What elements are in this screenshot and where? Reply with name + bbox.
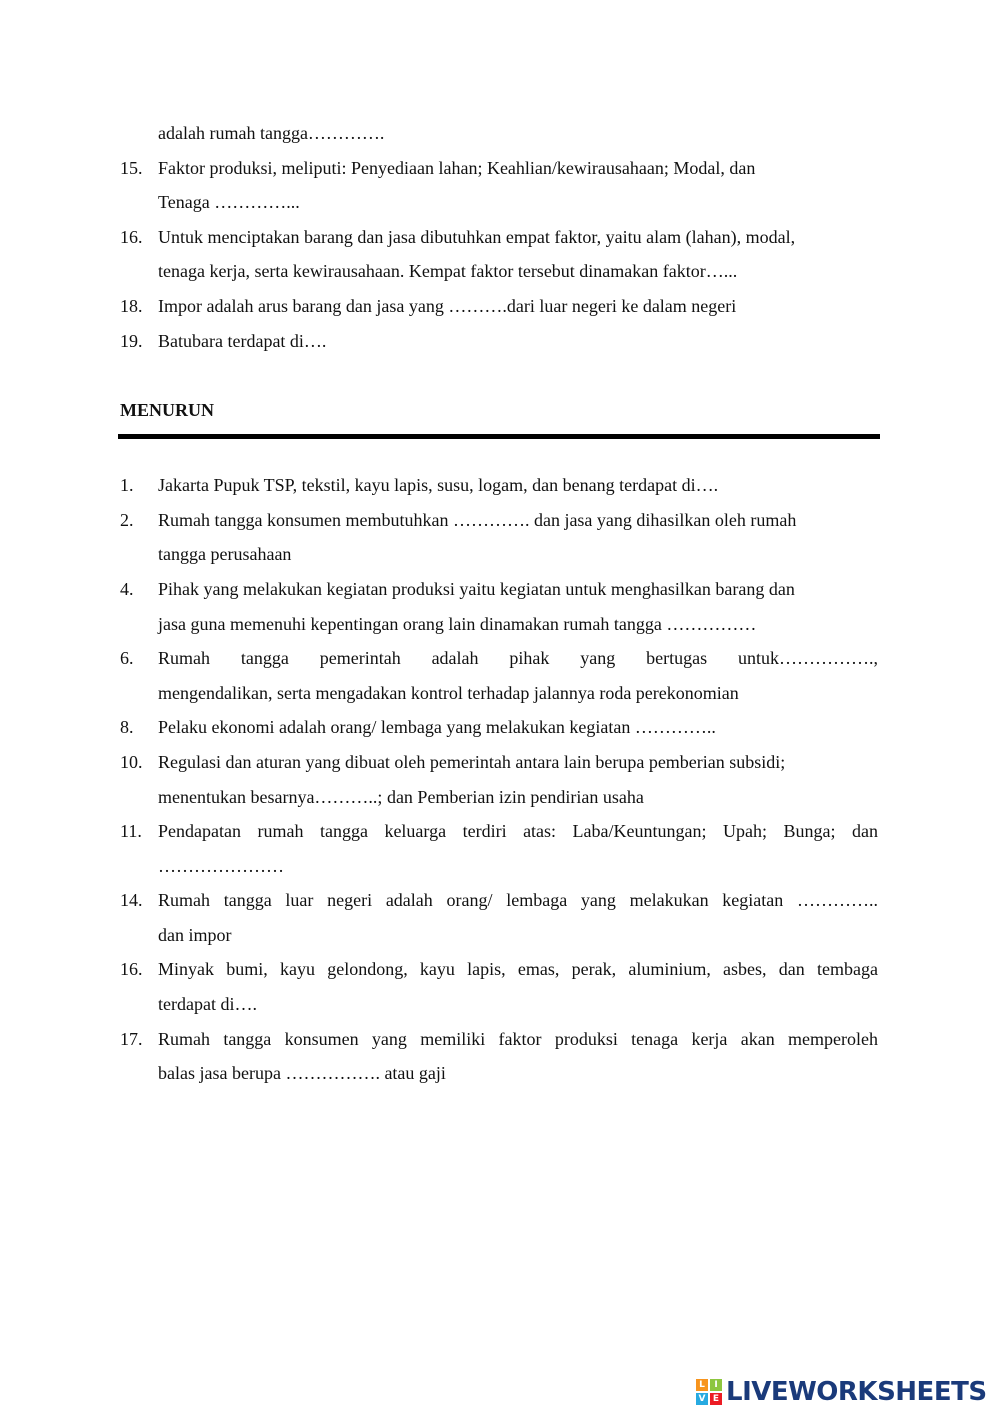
item-text — [158, 745, 878, 814]
item-line: terdapat di…. — [158, 994, 257, 1015]
item-text — [158, 503, 878, 572]
item-line: dan impor — [158, 924, 232, 945]
item-number: 15. — [120, 157, 143, 178]
item-text — [158, 1022, 878, 1091]
item-line: Jakarta Pupuk TSP, tekstil, kayu lapis, susu, logam, dan benang terdapat di…. — [158, 475, 719, 496]
item-number: 14. — [120, 890, 143, 911]
menurun-item-4 — [120, 572, 878, 641]
item-number: 19. — [120, 330, 143, 351]
item-text — [158, 952, 878, 1021]
heading-divider — [118, 434, 880, 439]
logo-tile: E — [710, 1393, 722, 1405]
item-line: Faktor produksi, meliputi: Penyediaan lahan; Keahlian/kewirausahaan; Modal, dan — [158, 157, 756, 178]
item-number: 10. — [120, 751, 143, 772]
logo-tile: L — [696, 1379, 708, 1391]
item-number: 8. — [120, 717, 134, 738]
worksheet-content — [120, 116, 878, 1091]
item-line: Minyak bumi, kayu gelondong, kayu lapis, emas, perak, aluminium, asbes, dan tembaga — [158, 959, 878, 980]
item-line: Rumah tangga konsumen yang memiliki faktor produksi tenaga kerja akan memperoleh — [158, 1028, 878, 1049]
item-line: mengendalikan, serta mengadakan kontrol terhadap jalannya roda perekonomian — [158, 682, 739, 703]
item-number: 6. — [120, 648, 134, 669]
item-line: Regulasi dan aturan yang dibuat oleh pemerintah antara lain berupa pemberian subsidi; — [158, 751, 786, 772]
menurun-item-6 — [120, 641, 878, 710]
continuation-line: adalah rumah tangga…………. — [158, 123, 385, 143]
item-line: jasa guna memenuhi kepentingan orang lain dinamakan rumah tangga …………… — [158, 613, 757, 634]
logo-wordmark: LIVEWORKSHEETS — [726, 1377, 987, 1407]
item-line: Impor adalah arus barang dan jasa yang ……….dari luar negeri ke dalam negeri — [158, 295, 737, 316]
logo-tile: I — [710, 1379, 722, 1391]
item-line: Untuk menciptakan barang dan jasa dibutuhkan empat faktor, yaitu alam (lahan), modal, — [158, 226, 796, 247]
item-number: 18. — [120, 295, 143, 316]
item-text — [158, 220, 878, 289]
item-text — [158, 151, 878, 220]
item-line: Pendapatan rumah tangga keluarga terdiri atas: Laba/Keuntungan; Upah; Bunga; dan — [158, 821, 878, 842]
item-number: 16. — [120, 959, 143, 980]
menurun-item-10 — [120, 745, 878, 814]
item-text — [158, 468, 878, 503]
item-text — [158, 289, 878, 324]
item-line: Pihak yang melakukan kegiatan produksi yaitu kegiatan untuk menghasilkan barang dan — [158, 578, 795, 599]
logo-tile: V — [696, 1393, 708, 1405]
item-number: 1. — [120, 475, 134, 496]
item-line: Batubara terdapat di…. — [158, 330, 327, 351]
item-text — [158, 814, 878, 883]
item-text — [158, 710, 878, 745]
item-line: Rumah tangga pemerintah adalah pihak yang bertugas untuk……………., — [158, 648, 878, 669]
mendatar-item-16 — [120, 220, 878, 289]
menurun-item-17 — [120, 1022, 878, 1091]
item-line: tenaga kerja, serta kewirausahaan. Kempat faktor tersebut dinamakan faktor…... — [158, 261, 738, 282]
section-heading-menurun: MENURUN — [120, 400, 214, 421]
item-line: Rumah tangga luar negeri adalah orang/ lembaga yang melakukan kegiatan ………….. — [158, 890, 878, 911]
menurun-item-1 — [120, 468, 878, 503]
item-line: Tenaga …………... — [158, 192, 300, 213]
item-number: 4. — [120, 578, 134, 599]
menurun-item-11 — [120, 814, 878, 883]
item-line: tangga perusahaan — [158, 544, 292, 565]
item-number: 11. — [120, 821, 142, 842]
item-line: Pelaku ekonomi adalah orang/ lembaga yang melakukan kegiatan ………….. — [158, 717, 716, 738]
item-line: balas jasa berupa ……………. atau gaji — [158, 1063, 446, 1084]
mendatar-item-18 — [120, 289, 878, 324]
section-spacer — [120, 358, 878, 393]
item-number: 16. — [120, 226, 143, 247]
item-line: ………………… — [158, 855, 284, 876]
item-line: menentukan besarnya………..; dan Pemberian izin pendirian usaha — [158, 786, 644, 807]
item-text — [158, 641, 878, 710]
menurun-item-14 — [120, 883, 878, 952]
item-line: Rumah tangga konsumen membutuhkan …………. dan jasa yang dihasilkan oleh rumah — [158, 509, 797, 530]
item-text — [158, 572, 878, 641]
menurun-item-8 — [120, 710, 878, 745]
menurun-item-16 — [120, 952, 878, 1021]
liveworksheets-logo — [696, 1377, 987, 1407]
mendatar-item-15 — [120, 151, 878, 220]
item-text — [158, 883, 878, 952]
menurun-item-2 — [120, 503, 878, 572]
mendatar-item-19 — [120, 324, 878, 359]
item-number: 17. — [120, 1028, 143, 1049]
item-number: 2. — [120, 509, 134, 530]
item-text — [158, 324, 878, 359]
liveworksheets-mark-icon — [696, 1379, 722, 1405]
